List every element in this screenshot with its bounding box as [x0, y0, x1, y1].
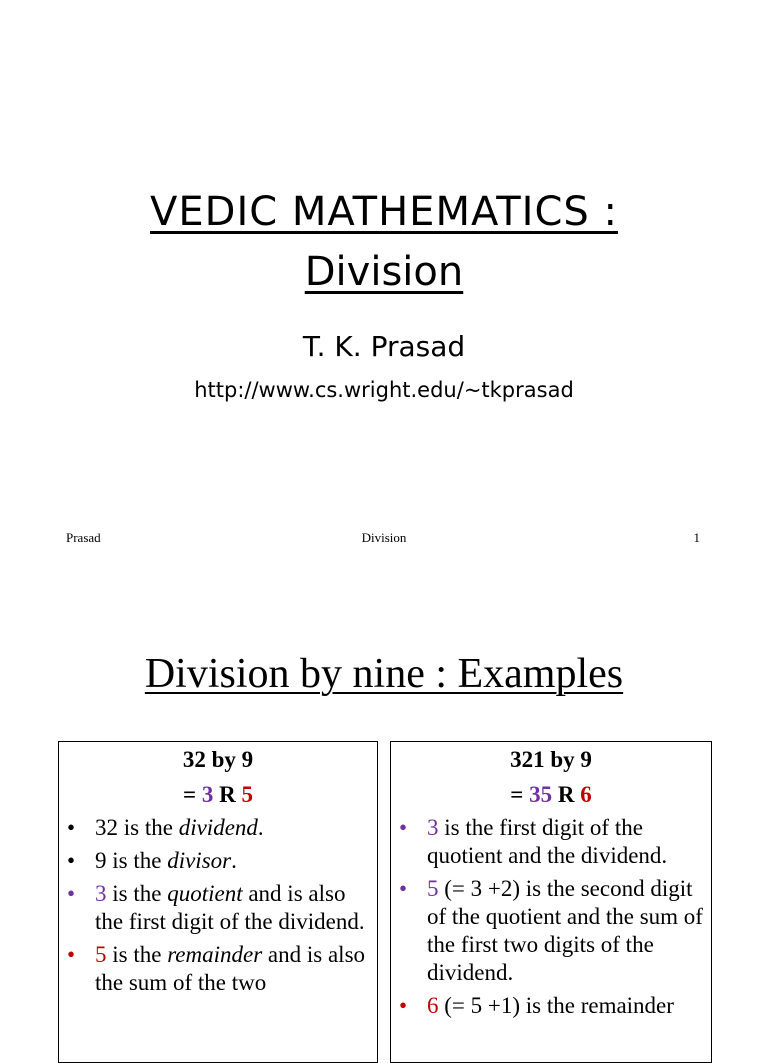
- bullet-icon: •: [399, 815, 408, 840]
- bullet-icon: •: [399, 876, 408, 901]
- example-result: = 3 R 5: [183, 782, 253, 807]
- bullet-icon: •: [67, 815, 76, 840]
- list-item: • 32 is the dividend.: [67, 815, 264, 840]
- examples-title: Division by nine : Examples: [144, 651, 624, 697]
- bullet-icon: •: [67, 848, 76, 873]
- list-item: • 3 is the first digit of the quotient and the dividend.: [399, 815, 668, 868]
- list-item: • 5 (= 3 +2) is the second digit of the quotient and the sum of the first two digits of the dividend.: [399, 876, 703, 985]
- explanation-list: [391, 814, 711, 1020]
- slide-title-line2: Division: [304, 249, 464, 295]
- bullet-icon: •: [399, 993, 408, 1018]
- list-item: • 5 is the remainder and is also the sum of the two: [67, 942, 366, 995]
- author-name: T. K. Prasad: [302, 330, 466, 363]
- explanation-list: [59, 814, 377, 997]
- footer-page-number: 1: [693, 530, 700, 545]
- bullet-icon: •: [67, 881, 76, 906]
- list-item: • 6 (= 5 +1) is the remainder: [399, 993, 674, 1018]
- remainder-value: 6: [580, 782, 592, 807]
- footer-author: Prasad: [66, 530, 101, 545]
- example-heading: 321 by 9: [510, 747, 592, 772]
- slide-title-line1: VEDIC MATHEMATICS :: [150, 189, 618, 235]
- example-result: = 35 R 6: [510, 782, 592, 807]
- list-item: • 3 is the quotient and is also the first digit of the dividend.: [67, 881, 365, 934]
- footer-topic: Division: [361, 530, 407, 545]
- quotient-value: 3: [201, 782, 214, 807]
- example-box-32-by-9: [58, 741, 378, 1063]
- list-item: • 9 is the divisor.: [67, 848, 237, 873]
- example-box-321-by-9: [390, 741, 712, 1063]
- bullet-icon: •: [67, 942, 76, 967]
- example-heading: 32 by 9: [182, 747, 254, 772]
- remainder-value: 5: [241, 782, 253, 807]
- quotient-value: 35: [529, 782, 553, 807]
- author-url: http://www.cs.wright.edu/~tkprasad: [194, 378, 574, 402]
